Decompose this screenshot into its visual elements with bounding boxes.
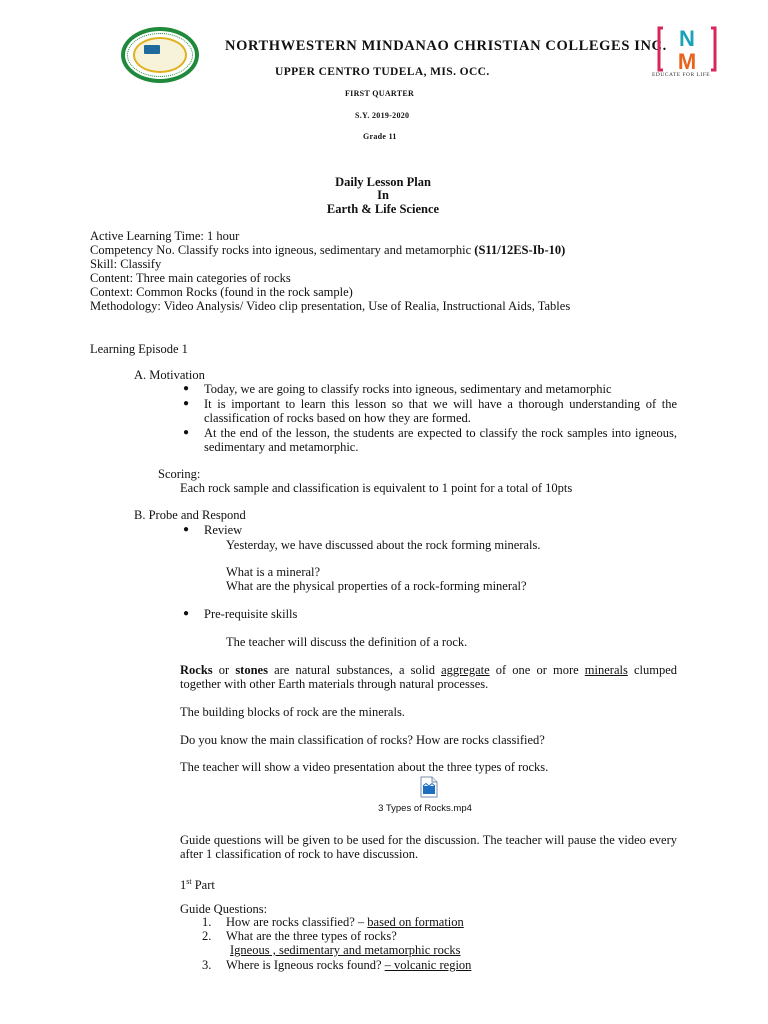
guide-q3-text: Where is Igneous rocks found? — [226, 958, 385, 972]
scoring-text: Each rock sample and classification is equivalent to 1 point for a total of 10pts — [180, 481, 573, 495]
skill: Skill: Classify — [90, 257, 162, 271]
part-word: Part — [191, 878, 215, 893]
school-year: S.Y. 2019-2020 — [355, 111, 410, 120]
classification-question: Do you know the main classification of rocks? How are rocks classified? — [180, 733, 545, 747]
bullet-icon: ● — [183, 524, 190, 535]
quarter-label: FIRST QUARTER — [345, 89, 415, 98]
school-address: UPPER CENTRO TUDELA, MIS. OCC. — [275, 66, 490, 78]
review-label: Review — [204, 523, 243, 537]
bullet-icon: ● — [183, 398, 190, 409]
bullet-icon: ● — [183, 383, 190, 394]
lesson-meta — [90, 229, 570, 313]
review-text: Yesterday, we have discussed about the rock forming minerals. — [226, 538, 541, 552]
guide-q3-num: 3. — [202, 958, 212, 972]
def-text-3: clumped together with other Earth materials through natural processes. — [180, 663, 678, 691]
bullet-icon: ● — [183, 608, 190, 619]
guide-q1-answer: based on formation — [367, 915, 464, 929]
video-file-name[interactable]: 3 Types of Rocks.mp4 — [378, 803, 472, 814]
guide-intro: Guide questions will be given to be used for the discussion. The teacher will pause the video every after 1 classification of rock to have discussion. — [180, 833, 677, 861]
guide-questions-label: Guide Questions: — [180, 902, 268, 916]
guide-q3-answer: – volcanic region — [384, 958, 472, 972]
context: Context: Common Rocks (found in the rock sample) — [90, 285, 353, 299]
subject-title: Earth & Life Science — [326, 202, 440, 216]
logo-tagline: EDUCATE FOR LIFE — [652, 72, 711, 78]
guide-q2-text: What are the three types of rocks? — [226, 929, 397, 943]
book-icon — [144, 45, 160, 54]
prereq-label: Pre-requisite skills — [204, 607, 298, 621]
section-b-label: B. Probe and Respond — [134, 508, 246, 522]
def-text-1: are natural substances, a solid — [267, 663, 442, 677]
school-name: NORTHWESTERN MINDANAO CHRISTIAN COLLEGES INC. — [225, 38, 667, 54]
lesson-plan-title: Daily Lesson Plan — [335, 175, 431, 189]
title-in: In — [377, 188, 389, 202]
svg-text:N: N — [679, 26, 695, 51]
guide-q2-answer: Igneous , sedimentary and metamorphic rocks — [230, 943, 461, 957]
content: Content: Three main categories of rocks — [90, 271, 291, 285]
grade-label: Grade 11 — [363, 132, 397, 141]
guide-q1 — [226, 915, 464, 929]
def-or: or — [212, 663, 236, 677]
bullet-icon: ● — [183, 427, 190, 438]
guide-q1-num: 1. — [202, 915, 212, 929]
term-stones: stones — [235, 663, 268, 677]
motivation-bullet-2: It is important to learn this lesson so that we will have a thorough understanding of the classification of rocks based on how they are formed. — [204, 397, 677, 425]
def-text-2: of one or more — [489, 663, 585, 677]
learning-time: Active Learning Time: 1 hour — [90, 229, 240, 243]
learning-episode: Learning Episode 1 — [90, 342, 188, 356]
aggregate-link[interactable]: aggregate — [441, 663, 490, 677]
competency-code: (S11/12ES-Ib-10) — [474, 243, 566, 257]
term-rocks: Rocks — [180, 663, 213, 677]
rock-definition — [180, 663, 677, 691]
section-a-label: A. Motivation — [134, 368, 205, 382]
nm-logo — [657, 26, 717, 72]
guide-q3 — [226, 958, 471, 972]
scoring-label: Scoring: — [158, 467, 201, 481]
building-blocks: The building blocks of rock are the minerals. — [180, 705, 405, 719]
competency — [90, 243, 570, 257]
part-suffix: st — [186, 877, 192, 886]
minerals-link[interactable]: minerals — [584, 663, 628, 677]
motivation-bullet-1: Today, we are going to classify rocks into igneous, sedimentary and metamorphic — [204, 382, 612, 396]
part-number: 1 — [180, 878, 187, 893]
seal-inner — [133, 37, 187, 73]
review-question-2: What are the physical properties of a rock-forming mineral? — [226, 579, 527, 593]
prereq-text: The teacher will discuss the definition of a rock. — [226, 635, 468, 649]
guide-q1-text: How are rocks classified? – — [226, 915, 368, 929]
video-intro: The teacher will show a video presentation about the three types of rocks. — [180, 760, 549, 774]
methodology: Methodology: Video Analysis/ Video clip presentation, Use of Realia, Instructional Aids, Tables — [90, 299, 571, 313]
school-seal-logo — [121, 27, 199, 83]
motivation-bullet-3: At the end of the lesson, the students are expected to classify the rock samples into igneous, sedimentary and metamorphic. — [204, 426, 677, 454]
part-label — [180, 875, 215, 892]
svg-text:M: M — [677, 49, 697, 72]
guide-q2-num: 2. — [202, 929, 212, 943]
video-file-icon[interactable] — [420, 776, 438, 798]
competency-text: Competency No. Classify rocks into igneous, sedimentary and metamorphic — [90, 243, 475, 257]
review-question-1: What is a mineral? — [226, 565, 321, 579]
